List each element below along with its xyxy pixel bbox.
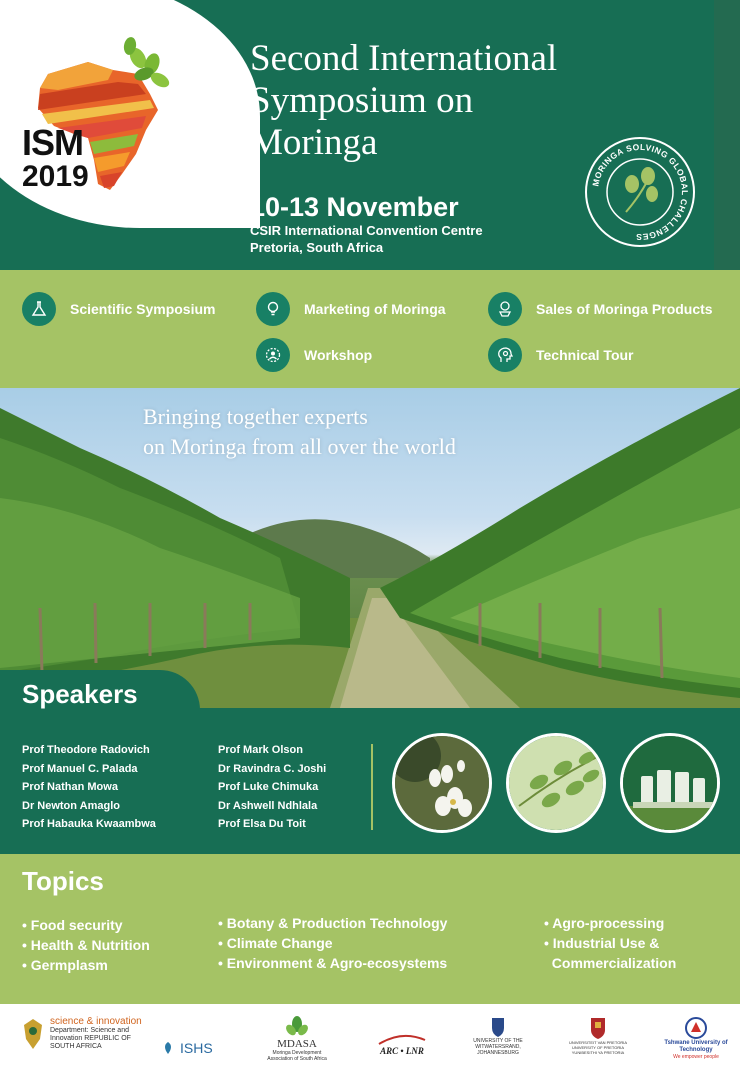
- topic-item: • Botany & Production Technology: [218, 915, 448, 931]
- speaker-name: Prof Habauka Kwaambwa: [22, 818, 156, 830]
- speakers-divider: [371, 744, 373, 830]
- tagline-line: Bringing together experts: [143, 404, 368, 429]
- speaker-name: Prof Manuel C. Palada: [22, 763, 138, 775]
- wits-crest-icon: [490, 1016, 506, 1038]
- event-date: 10-13 November: [250, 192, 459, 222]
- sponsor-up: [566, 1016, 630, 1055]
- speaker-name: Dr Ravindra C. Joshi: [218, 763, 327, 775]
- sponsor-name: MDASA: [277, 1038, 317, 1050]
- topic-item: • Environment & Agro-ecosystems: [218, 955, 448, 971]
- activity-item: [22, 292, 215, 326]
- topic-item: Commercialization: [544, 955, 677, 971]
- speakers-heading: Speakers: [22, 679, 138, 709]
- activity-item: [256, 292, 446, 326]
- sponsor-name: Tshwane University of Technology: [664, 1040, 728, 1053]
- logo-acronym: ISM: [22, 122, 84, 163]
- event-venue: [250, 222, 483, 256]
- arc-swoosh-icon: [377, 1034, 427, 1046]
- sponsor-sub: We empower people: [673, 1054, 719, 1060]
- sponsor-name: UNIVERSITY OF THE WITWATERSRAND, JOHANNESBURG: [473, 1038, 523, 1056]
- people-gear-icon: [256, 338, 290, 372]
- sponsor-ishs: [160, 1040, 240, 1056]
- logo-year: 2019: [22, 160, 89, 193]
- speaker-name: Dr Ashwell Ndhlala: [218, 800, 318, 812]
- topics-heading: Topics: [22, 866, 104, 896]
- moringa-flower-photo: [392, 733, 492, 833]
- activity-label: Workshop: [304, 347, 373, 363]
- speaker-name: Dr Newton Amaglo: [22, 800, 120, 812]
- mdasa-leaf-icon: [285, 1016, 309, 1038]
- header-edge: [714, 0, 740, 270]
- title-line: Moringa: [250, 122, 378, 163]
- activity-label: Technical Tour: [536, 347, 634, 363]
- topic-item: • Health & Nutrition: [22, 937, 150, 953]
- speaker-name: Prof Theodore Radovich: [22, 744, 150, 756]
- topic-item: • Climate Change: [218, 935, 333, 951]
- speaker-name: Prof Luke Chimuka: [218, 781, 319, 793]
- head-gear-icon: [488, 338, 522, 372]
- title-line: Second International: [250, 38, 558, 79]
- activity-item: [488, 292, 713, 326]
- activity-label: Scientific Symposium: [70, 301, 216, 317]
- header-banner: [0, 0, 740, 270]
- sponsor-wits: [466, 1016, 530, 1056]
- plant-coin-icon: [488, 292, 522, 326]
- flask-icon: [22, 292, 56, 326]
- sponsor-name: UNIVERSITEIT VAN PRETORIA UNIVERSITY OF PRETORIA YUNIBESITHI YA PRETORIA: [568, 1040, 627, 1055]
- topic-item: • Germplasm: [22, 957, 108, 973]
- up-crest-icon: [589, 1016, 607, 1040]
- moringa-leaves-photo: [506, 733, 606, 833]
- moringa-badge-icon: [584, 136, 696, 248]
- speaker-name: Prof Nathan Mowa: [22, 781, 118, 793]
- sponsor-mdasa: [262, 1016, 332, 1062]
- ishs-leaf-icon: [160, 1040, 176, 1056]
- badge-text: MORINGA SOLVING GLOBAL CHALLENGES: [590, 141, 691, 243]
- sponsor-tut: [662, 1016, 730, 1060]
- sponsor-sub: Moringa Development Association of South Africa: [267, 1050, 327, 1062]
- activity-item: [488, 338, 634, 372]
- sponsor-name: ISHS: [180, 1040, 213, 1056]
- topic-item: • Agro-processing: [544, 915, 665, 931]
- speaker-name: Prof Mark Olson: [218, 744, 303, 756]
- title-line: Symposium on: [250, 80, 474, 121]
- venue-line: Pretoria, South Africa: [250, 240, 384, 255]
- sponsor-sub: Department: Science and Innovation REPUBLIC OF SOUTH AFRICA: [50, 1027, 131, 1050]
- venue-line: CSIR International Convention Centre: [250, 223, 483, 238]
- sponsor-arc: [372, 1034, 432, 1056]
- lightbulb-icon: [256, 292, 290, 326]
- tagline-line: on Moringa from all over the world: [143, 434, 456, 459]
- tagline: [143, 402, 456, 462]
- speaker-name: Prof Elsa Du Toit: [218, 818, 306, 830]
- activity-label: Sales of Moringa Products: [536, 301, 713, 317]
- sponsor-name: science & innovation: [50, 1016, 142, 1027]
- sponsor-dsi: [22, 1016, 142, 1051]
- topic-item: • Industrial Use &: [544, 935, 660, 951]
- sponsor-name: ARC • LNR: [380, 1046, 424, 1056]
- topic-item: • Food security: [22, 917, 123, 933]
- activity-label: Marketing of Moringa: [304, 301, 446, 317]
- activity-item: [256, 338, 372, 372]
- moringa-products-photo: [620, 733, 720, 833]
- tut-logo-icon: [683, 1016, 709, 1040]
- coat-of-arms-icon: [22, 1017, 44, 1051]
